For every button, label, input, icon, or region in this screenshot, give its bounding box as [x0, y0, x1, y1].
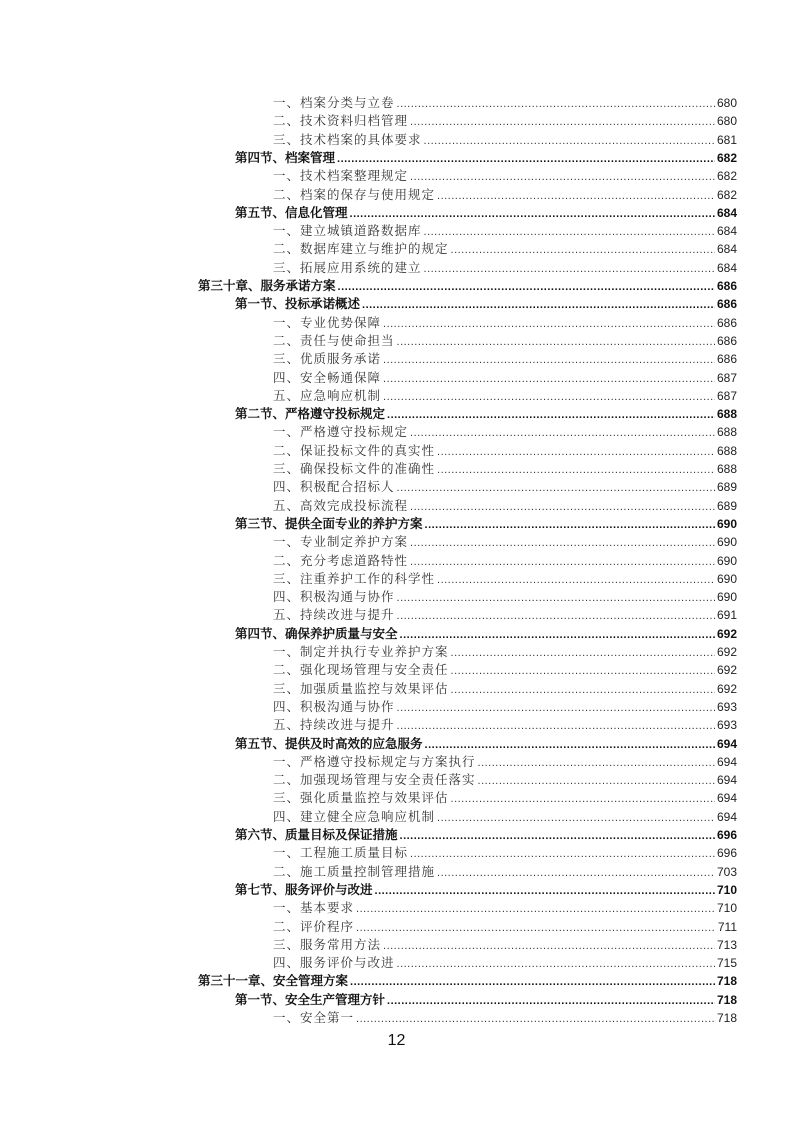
- dot-leader: [400, 626, 715, 644]
- toc-entry-title: 一、制定并执行专业养护方案: [273, 644, 449, 659]
- toc-entry-page: 690: [716, 590, 737, 605]
- toc-subsection-entry[interactable]: [273, 954, 737, 972]
- toc-entry-title: 二、数据库建立与维护的规定: [273, 241, 449, 257]
- toc-entry-title: 一、建立城镇道路数据库: [273, 223, 422, 239]
- toc-entry-page: 682: [716, 169, 737, 184]
- toc-entry-page: 689: [716, 498, 737, 513]
- toc-entry-page: 713: [716, 937, 737, 952]
- toc-entry-title: 五、高效完成投标流程: [273, 497, 409, 513]
- toc-subsection-entry[interactable]: [273, 423, 737, 441]
- toc-entry-page: 689: [716, 480, 737, 495]
- dot-leader: [451, 241, 715, 259]
- toc-entry-page: 692: [716, 681, 737, 696]
- toc-chapter-entry[interactable]: [198, 972, 737, 990]
- dot-leader: [383, 315, 715, 333]
- toc-entry-title: 一、技术档案整理规定: [273, 168, 409, 184]
- dot-leader: [387, 992, 715, 1010]
- dot-leader: [425, 736, 715, 754]
- dot-leader: [410, 845, 715, 863]
- dot-leader: [383, 937, 715, 955]
- toc-entry-page: 686: [716, 297, 737, 312]
- toc-entry-title: 四、积极沟通与协作: [273, 589, 395, 605]
- toc-entry-page: 718: [716, 974, 737, 989]
- toc-subsection-entry[interactable]: [273, 240, 737, 258]
- toc-entry-page: 696: [716, 828, 737, 842]
- toc-entry-page: 692: [716, 663, 737, 678]
- dot-leader: [397, 333, 715, 351]
- dot-leader: [397, 955, 715, 973]
- toc-entry-title: 二、加强现场管理与安全责任落实: [273, 772, 476, 788]
- toc-entry-title: 第三十章、服务承诺方案: [198, 278, 336, 293]
- toc-entry-title: 第四节、档案管理: [235, 149, 336, 165]
- toc-subsection-entry[interactable]: [273, 606, 737, 624]
- toc-entry-page: 688: [716, 443, 737, 458]
- toc-subsection-entry[interactable]: [273, 899, 737, 917]
- toc-entry-title: 三、优质服务承诺: [273, 351, 382, 367]
- dot-leader: [451, 790, 715, 808]
- toc-entry-title: 二、充分考虑道路特性: [273, 552, 409, 568]
- toc-entry-title: 三、技术档案的具体要求: [273, 131, 422, 147]
- toc-entry-page: 684: [716, 205, 737, 220]
- toc-entry-title: 五、应急响应机制: [273, 387, 382, 403]
- toc-subsection-entry[interactable]: [273, 918, 737, 936]
- toc-subsection-entry[interactable]: [273, 1009, 737, 1027]
- toc-section-entry[interactable]: [235, 735, 737, 753]
- dot-leader: [397, 95, 715, 113]
- dot-leader: [375, 882, 715, 900]
- toc-entry-page: 686: [716, 352, 737, 367]
- toc-entry-title: 五、持续改进与提升: [273, 607, 395, 623]
- toc-entry-page: 680: [716, 96, 737, 110]
- toc-entry-page: 688: [716, 407, 737, 422]
- dot-leader: [437, 461, 715, 479]
- toc-chapter-entry[interactable]: [198, 277, 737, 295]
- toc-entry-title: 一、工程施工质量目标: [273, 845, 409, 861]
- toc-entry-title: 第七节、服务评价与改进: [235, 881, 373, 897]
- toc-subsection-entry[interactable]: [273, 112, 737, 130]
- toc-subsection-entry[interactable]: [273, 186, 737, 204]
- toc-entry-title: 一、严格遵守投标规定与方案执行: [273, 753, 476, 769]
- dot-leader: [451, 662, 715, 680]
- toc-entry-title: 二、保证投标文件的真实性: [273, 442, 436, 458]
- dot-leader: [337, 150, 715, 168]
- dot-leader: [437, 864, 715, 882]
- toc-subsection-entry[interactable]: [273, 131, 737, 149]
- toc-entry-page: 686: [716, 279, 737, 293]
- dot-leader: [400, 827, 715, 845]
- toc-subsection-entry[interactable]: [273, 387, 737, 405]
- dot-leader: [356, 919, 716, 937]
- toc-entry-title: 五、持续改进与提升: [273, 717, 395, 733]
- toc-entry-page: 692: [716, 626, 737, 641]
- dot-leader: [383, 388, 715, 406]
- dot-leader: [478, 754, 715, 772]
- toc-entry-page: 690: [716, 516, 737, 531]
- dot-leader: [397, 699, 715, 717]
- toc-entry-page: 684: [716, 260, 737, 275]
- toc-entry-page: 696: [716, 846, 737, 861]
- toc-entry-page: 694: [716, 754, 737, 769]
- dot-leader: [397, 589, 715, 607]
- dot-leader: [410, 113, 715, 131]
- toc-entry-title: 第三节、提供全面专业的养护方案: [235, 515, 423, 531]
- toc-entry-title: 二、档案的保存与使用规定: [273, 186, 436, 202]
- toc-subsection-entry[interactable]: [273, 936, 737, 954]
- toc-entry-title: 三、强化质量监控与效果评估: [273, 790, 449, 806]
- toc-section-entry[interactable]: [235, 826, 737, 844]
- toc-entry-title: 四、建立健全应急响应机制: [273, 808, 436, 824]
- toc-entry-title: 二、技术资料归档管理: [273, 113, 409, 129]
- toc-entry-title: 第五节、信息化管理: [235, 204, 348, 220]
- toc-entry-page: 718: [716, 992, 737, 1007]
- page-number: 12: [387, 1032, 406, 1049]
- dot-leader: [356, 900, 715, 918]
- toc-section-entry[interactable]: [235, 625, 737, 643]
- dot-leader: [397, 607, 715, 625]
- toc-entry-title: 三、确保投标文件的准确性: [273, 461, 436, 476]
- dot-leader: [410, 168, 715, 186]
- toc-entry-title: 一、基本要求: [273, 900, 355, 916]
- toc-entry-page: 692: [716, 645, 737, 659]
- toc-entry-title: 第五节、提供及时高效的应急服务: [235, 735, 423, 751]
- toc-subsection-entry[interactable]: [273, 222, 737, 240]
- toc-subsection-entry[interactable]: [273, 661, 737, 679]
- dot-leader: [451, 644, 715, 662]
- dot-leader: [425, 516, 715, 534]
- toc-subsection-entry[interactable]: [273, 259, 737, 277]
- dot-leader: [362, 296, 715, 314]
- dot-leader: [424, 260, 715, 278]
- toc-entry-page: 694: [716, 809, 737, 824]
- toc-entry-page: 694: [716, 791, 737, 806]
- toc-entry-page: 686: [716, 333, 737, 348]
- toc-entry-page: 718: [716, 1011, 737, 1025]
- toc-subsection-entry[interactable]: [273, 863, 737, 881]
- toc-entry-title: 第二节、严格遵守投标规定: [235, 406, 386, 422]
- toc-subsection-entry[interactable]: [273, 716, 737, 734]
- dot-leader: [410, 553, 715, 571]
- toc-entry-title: 三、加强质量监控与效果评估: [273, 680, 449, 696]
- toc-entry-page: 688: [716, 425, 737, 440]
- toc-entry-title: 二、施工质量控制管理措施: [273, 863, 436, 879]
- toc-entry-page: 693: [716, 699, 737, 714]
- toc-section-entry[interactable]: [235, 204, 737, 222]
- dot-leader: [338, 278, 715, 296]
- toc-entry-page: 715: [716, 956, 737, 971]
- dot-leader: [437, 443, 715, 461]
- toc-entry-page: 711: [717, 919, 737, 934]
- toc-subsection-entry[interactable]: [273, 570, 737, 588]
- toc-subsection-entry[interactable]: [273, 533, 737, 551]
- toc-entry-title: 三、注重养护工作的科学性: [273, 570, 436, 586]
- toc-entry-title: 第六节、质量目标及保证措施: [235, 827, 398, 842]
- dot-leader: [350, 973, 715, 991]
- toc-entry-page: 690: [716, 571, 737, 586]
- toc-section-entry[interactable]: [235, 149, 737, 167]
- toc-subsection-entry[interactable]: [273, 789, 737, 807]
- toc-subsection-entry[interactable]: [273, 552, 737, 570]
- dot-leader: [424, 132, 715, 150]
- toc-section-entry[interactable]: [235, 295, 737, 313]
- dot-leader: [387, 406, 715, 424]
- dot-leader: [410, 534, 715, 552]
- dot-leader: [383, 351, 715, 369]
- toc-entry-page: 682: [716, 187, 737, 202]
- toc-entry-title: 一、专业制定养护方案: [273, 534, 409, 550]
- dot-leader: [356, 1010, 715, 1028]
- toc-entry-title: 一、严格遵守投标规定: [273, 424, 409, 440]
- toc-entry-page: 703: [716, 864, 737, 879]
- dot-leader: [383, 370, 715, 388]
- toc-subsection-entry[interactable]: [273, 369, 737, 387]
- toc-subsection-entry[interactable]: [273, 350, 737, 368]
- toc-entry-page: 691: [716, 608, 737, 623]
- dot-leader: [424, 223, 715, 241]
- dot-leader: [410, 498, 715, 516]
- toc-subsection-entry[interactable]: [273, 167, 737, 185]
- dot-leader: [410, 424, 715, 442]
- toc-entry-title: 二、责任与使命担当: [273, 332, 395, 348]
- toc-entry-title: 四、积极配合招标人: [273, 479, 395, 495]
- toc-subsection-entry[interactable]: [273, 844, 737, 862]
- dot-leader: [437, 187, 715, 205]
- toc-subsection-entry[interactable]: [273, 643, 737, 661]
- toc-section-entry[interactable]: [235, 515, 737, 533]
- toc-entry-title: 第一节、投标承诺概述: [235, 296, 361, 312]
- toc-entry-page: 693: [716, 718, 737, 733]
- toc-entry-page: 680: [716, 114, 737, 129]
- dot-leader: [397, 479, 715, 497]
- dot-leader: [437, 571, 715, 589]
- toc-entry-title: 四、积极沟通与协作: [273, 698, 395, 714]
- toc-entry-page: 687: [716, 388, 737, 403]
- toc-subsection-entry[interactable]: [273, 332, 737, 350]
- toc-entry-title: 一、安全第一: [273, 1010, 355, 1025]
- toc-entry-title: 第三十一章、安全管理方案: [198, 973, 349, 989]
- toc-subsection-entry[interactable]: [273, 460, 737, 478]
- toc-subsection-entry[interactable]: [273, 680, 737, 698]
- toc-entry-title: 第一节、安全生产管理方针: [235, 991, 386, 1007]
- toc-entry-page: 688: [716, 462, 737, 476]
- toc-entry-page: 684: [716, 242, 737, 257]
- toc-entry-page: 694: [716, 773, 737, 788]
- toc-entry-page: 682: [716, 150, 737, 165]
- toc-entry-title: 三、服务常用方法: [273, 936, 382, 952]
- toc-entry-page: 687: [716, 370, 737, 385]
- toc-entry-title: 二、强化现场管理与安全责任: [273, 662, 449, 678]
- toc-subsection-entry[interactable]: [273, 497, 737, 515]
- toc-subsection-entry[interactable]: [273, 808, 737, 826]
- dot-leader: [437, 809, 715, 827]
- dot-leader: [397, 717, 715, 735]
- toc-entry-title: 二、评价程序: [273, 918, 355, 934]
- toc-entry-page: 694: [716, 736, 737, 751]
- toc-entry-title: 四、安全畅通保障: [273, 369, 382, 385]
- toc-entry-title: 第四节、确保养护质量与安全: [235, 625, 398, 641]
- toc-entry-page: 710: [716, 882, 737, 897]
- toc-subsection-entry[interactable]: [273, 478, 737, 496]
- toc-entry-title: 四、服务评价与改进: [273, 955, 395, 971]
- toc-subsection-entry[interactable]: [273, 588, 737, 606]
- toc-section-entry[interactable]: [235, 405, 737, 423]
- toc-subsection-entry[interactable]: [273, 698, 737, 716]
- toc-section-entry[interactable]: [235, 881, 737, 899]
- toc-entry-page: 690: [716, 553, 737, 568]
- toc-entry-page: 690: [716, 535, 737, 550]
- dot-leader: [478, 772, 715, 790]
- toc-subsection-entry[interactable]: [273, 442, 737, 460]
- toc-section-entry[interactable]: [235, 991, 737, 1009]
- toc-entry-page: 684: [716, 224, 737, 239]
- toc-subsection-entry[interactable]: [273, 771, 737, 789]
- toc-subsection-entry[interactable]: [273, 94, 737, 112]
- dot-leader: [451, 681, 715, 699]
- toc-entry-title: 一、档案分类与立卷: [273, 95, 395, 110]
- toc-entry-page: 686: [716, 315, 737, 330]
- dot-leader: [350, 205, 715, 223]
- toc-entry-title: 三、拓展应用系统的建立: [273, 259, 422, 275]
- toc-entry-page: 710: [716, 901, 737, 916]
- toc-subsection-entry[interactable]: [273, 753, 737, 771]
- toc-entry-page: 681: [716, 132, 737, 147]
- toc-subsection-entry[interactable]: [273, 314, 737, 332]
- toc-entry-title: 一、专业优势保障: [273, 314, 382, 330]
